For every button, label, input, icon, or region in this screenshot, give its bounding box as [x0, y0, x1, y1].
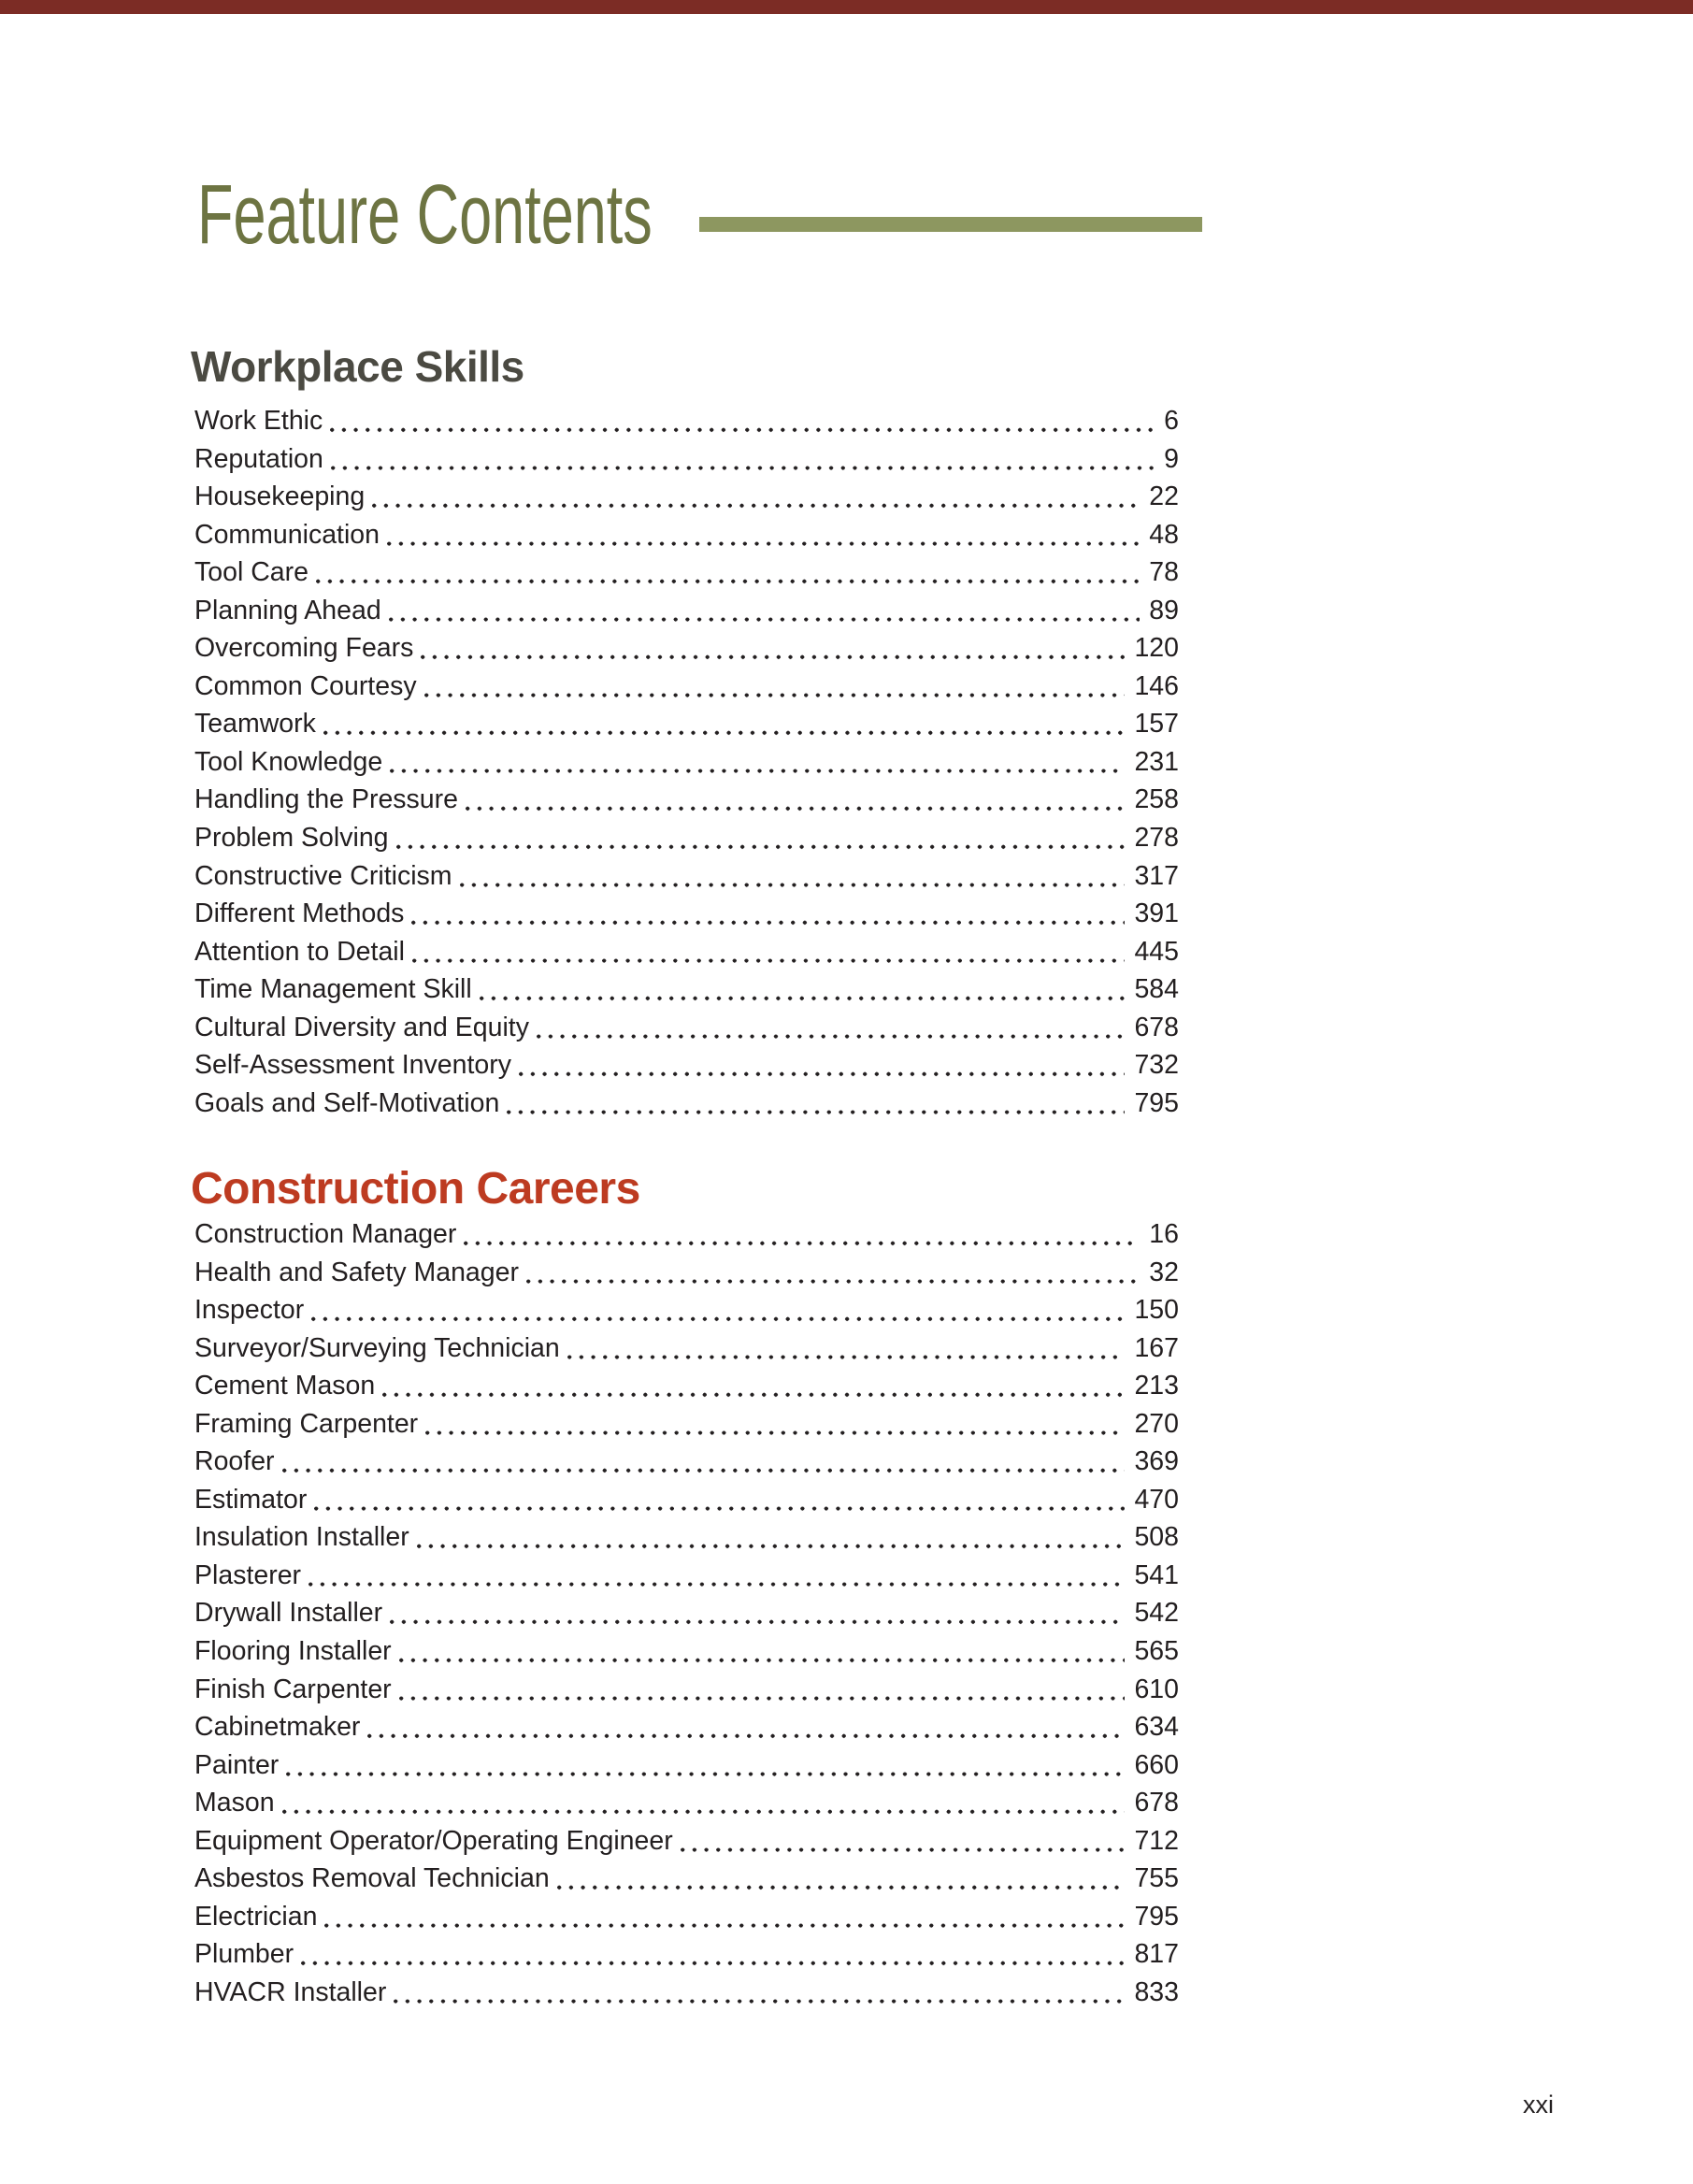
toc-entry-leader: [537, 1009, 1125, 1047]
toc-entry-label: Roofer: [194, 1446, 275, 1477]
toc-entry-page: 231: [1134, 746, 1179, 777]
toc-entry-page: 541: [1134, 1559, 1179, 1590]
toc-entry-leader: [314, 1481, 1125, 1519]
toc-entry-label: Time Management Skill: [194, 974, 472, 1005]
toc-entry-label: Overcoming Fears: [194, 633, 414, 664]
toc-entry-label: Cement Mason: [194, 1371, 376, 1401]
toc-entry: [194, 668, 1179, 706]
toc-entry-leader: [411, 895, 1125, 933]
toc-entry-leader: [424, 668, 1126, 706]
toc-entry-leader: [507, 1085, 1125, 1123]
toc-entry-label: Health and Safety Manager: [194, 1257, 519, 1287]
toc-list-workplace-skills: [194, 402, 1179, 1122]
section-heading-workplace-skills: Workplace Skills: [191, 342, 524, 391]
toc-entry-label: Teamwork: [194, 709, 316, 740]
toc-entry-page: 795: [1134, 1901, 1179, 1932]
toc-entry: [194, 1860, 1179, 1898]
toc-entry-leader: [324, 1898, 1125, 1936]
toc-entry-leader: [286, 1746, 1125, 1785]
toc-entry-label: Construction Manager: [194, 1219, 457, 1249]
toc-list-construction-careers: [194, 1215, 1179, 2011]
toc-entry-leader: [308, 1557, 1125, 1595]
toc-entry-page: 120: [1134, 633, 1179, 664]
toc-entry-page: 678: [1134, 1788, 1179, 1818]
toc-entry-page: 817: [1134, 1939, 1179, 1970]
toc-entry-leader: [421, 629, 1125, 668]
toc-entry: [194, 1671, 1179, 1709]
toc-entry: [194, 402, 1179, 440]
toc-entry: [194, 1046, 1179, 1085]
toc-entry-leader: [681, 1822, 1126, 1861]
toc-entry: [194, 1898, 1179, 1936]
toc-entry-page: 317: [1134, 860, 1179, 891]
toc-entry-label: Cabinetmaker: [194, 1712, 361, 1743]
toc-entry-page: 278: [1134, 823, 1179, 854]
toc-entry-page: 610: [1134, 1674, 1179, 1704]
toc-entry-label: Common Courtesy: [194, 670, 417, 701]
toc-entry-page: 542: [1134, 1598, 1179, 1629]
toc-entry-page: 634: [1134, 1712, 1179, 1743]
toc-entry-page: 660: [1134, 1749, 1179, 1780]
toc-entry-label: Planning Ahead: [194, 595, 381, 625]
toc-entry: [194, 781, 1179, 819]
toc-entry: [194, 1405, 1179, 1444]
toc-entry: [194, 857, 1179, 896]
toc-entry-label: Drywall Installer: [194, 1598, 383, 1629]
toc-entry-leader: [282, 1443, 1126, 1481]
toc-entry-page: 16: [1149, 1219, 1179, 1249]
section-heading-construction-careers: Construction Careers: [191, 1164, 640, 1214]
toc-entry-leader: [372, 478, 1140, 516]
toc-entry: [194, 1009, 1179, 1047]
toc-entry-leader: [396, 819, 1126, 857]
toc-entry-page: 732: [1134, 1050, 1179, 1081]
toc-entry-leader: [387, 516, 1140, 554]
toc-entry: [194, 1215, 1179, 1254]
toc-entry-leader: [390, 743, 1125, 782]
toc-entry: [194, 1822, 1179, 1861]
toc-entry-page: 755: [1134, 1863, 1179, 1894]
toc-entry-label: Tool Knowledge: [194, 746, 383, 777]
toc-entry-page: 146: [1134, 670, 1179, 701]
toc-entry: [194, 1708, 1179, 1746]
toc-entry-label: Framing Carpenter: [194, 1408, 419, 1439]
toc-entry-label: Housekeeping: [194, 481, 366, 512]
toc-entry-label: Tool Care: [194, 557, 308, 588]
toc-entry: [194, 1518, 1179, 1557]
toc-entry-label: Surveyor/Surveying Technician: [194, 1332, 560, 1363]
toc-entry: [194, 1746, 1179, 1785]
toc-entry-page: 445: [1134, 936, 1179, 967]
toc-entry-leader: [466, 781, 1125, 819]
toc-entry-page: 369: [1134, 1446, 1179, 1477]
toc-entry-page: 48: [1149, 519, 1179, 550]
toc-entry: [194, 1443, 1179, 1481]
toc-entry-page: 9: [1164, 443, 1179, 474]
toc-entry-leader: [399, 1632, 1126, 1671]
toc-entry: [194, 1481, 1179, 1519]
toc-entry-page: 391: [1134, 898, 1179, 929]
toc-entry-leader: [331, 440, 1155, 479]
toc-entry-page: 795: [1134, 1087, 1179, 1118]
toc-entry-page: 167: [1134, 1332, 1179, 1363]
toc-entry-page: 833: [1134, 1976, 1179, 2007]
toc-entry-label: Finish Carpenter: [194, 1674, 392, 1704]
toc-entry-page: 32: [1149, 1257, 1179, 1287]
toc-entry-label: Work Ethic: [194, 406, 323, 436]
toc-entry: [194, 1085, 1179, 1123]
toc-entry-page: 584: [1134, 974, 1179, 1005]
toc-entry-leader: [460, 857, 1126, 896]
page-number: xxi: [1523, 2091, 1554, 2119]
toc-entry-label: Self-Assessment Inventory: [194, 1050, 511, 1081]
toc-entry-page: 213: [1134, 1371, 1179, 1401]
toc-entry-leader: [464, 1215, 1140, 1254]
toc-entry-leader: [480, 970, 1126, 1009]
toc-entry-label: Estimator: [194, 1484, 308, 1515]
toc-entry-label: Communication: [194, 519, 380, 550]
toc-entry-leader: [394, 1974, 1125, 2012]
toc-entry-label: Different Methods: [194, 898, 405, 929]
toc-entry-page: 565: [1134, 1636, 1179, 1667]
toc-entry-leader: [323, 705, 1126, 743]
toc-entry: [194, 1632, 1179, 1671]
toc-entry-label: Flooring Installer: [194, 1636, 392, 1667]
toc-entry-leader: [316, 553, 1140, 592]
toc-entry-label: Goals and Self-Motivation: [194, 1087, 500, 1118]
toc-entry: [194, 743, 1179, 782]
toc-entry-page: 157: [1134, 709, 1179, 740]
toc-entry-leader: [519, 1046, 1125, 1085]
toc-entry-leader: [330, 402, 1155, 440]
toc-entry-page: 712: [1134, 1825, 1179, 1856]
title-rule: [699, 217, 1202, 232]
toc-entry-leader: [311, 1291, 1125, 1329]
toc-entry-label: Plasterer: [194, 1559, 302, 1590]
toc-entry-page: 6: [1164, 406, 1179, 436]
toc-entry: [194, 1367, 1179, 1405]
toc-entry: [194, 1557, 1179, 1595]
toc-entry-label: Handling the Pressure: [194, 784, 458, 815]
toc-entry-page: 89: [1149, 595, 1179, 625]
toc-entry-leader: [389, 592, 1141, 630]
toc-entry-label: Inspector: [194, 1295, 305, 1326]
toc-entry: [194, 1974, 1179, 2012]
page-title: Feature Contents: [197, 168, 653, 262]
toc-entry: [194, 819, 1179, 857]
toc-entry: [194, 1329, 1179, 1368]
toc-entry-label: Constructive Criticism: [194, 860, 452, 891]
toc-entry-label: Insulation Installer: [194, 1522, 409, 1553]
toc-entry-page: 678: [1134, 1012, 1179, 1042]
toc-entry: [194, 1291, 1179, 1329]
toc-entry-label: HVACR Installer: [194, 1976, 387, 2007]
toc-entry: [194, 933, 1179, 971]
toc-entry-leader: [301, 1935, 1125, 1974]
toc-entry-page: 470: [1134, 1484, 1179, 1515]
toc-entry: [194, 895, 1179, 933]
toc-entry: [194, 1254, 1179, 1292]
toc-entry-leader: [567, 1329, 1126, 1368]
toc-entry-label: Equipment Operator/Operating Engineer: [194, 1825, 673, 1856]
page-top-band: [0, 0, 1693, 14]
toc-entry: [194, 440, 1179, 479]
toc-entry: [194, 629, 1179, 668]
toc-entry-leader: [399, 1671, 1126, 1709]
toc-entry-page: 150: [1134, 1295, 1179, 1326]
toc-entry-leader: [557, 1860, 1126, 1898]
toc-entry-page: 78: [1149, 557, 1179, 588]
toc-entry-leader: [382, 1367, 1125, 1405]
toc-entry-leader: [425, 1405, 1125, 1444]
toc-entry-leader: [412, 933, 1125, 971]
toc-entry: [194, 1784, 1179, 1822]
toc-entry: [194, 516, 1179, 554]
toc-entry-leader: [390, 1594, 1125, 1632]
toc-entry: [194, 592, 1179, 630]
toc-entry-label: Asbestos Removal Technician: [194, 1863, 550, 1894]
toc-entry-page: 258: [1134, 784, 1179, 815]
toc-entry-label: Mason: [194, 1788, 275, 1818]
toc-entry-page: 22: [1149, 481, 1179, 512]
toc-entry-label: Attention to Detail: [194, 936, 405, 967]
toc-entry: [194, 478, 1179, 516]
toc-entry: [194, 1594, 1179, 1632]
toc-entry-leader: [526, 1254, 1140, 1292]
toc-entry-label: Problem Solving: [194, 823, 389, 854]
toc-entry-label: Electrician: [194, 1901, 318, 1932]
toc-entry-label: Plumber: [194, 1939, 294, 1970]
toc-entry: [194, 553, 1179, 592]
toc-entry: [194, 1935, 1179, 1974]
toc-entry-label: Painter: [194, 1749, 280, 1780]
toc-entry-leader: [417, 1518, 1126, 1557]
toc-entry-label: Cultural Diversity and Equity: [194, 1012, 529, 1042]
toc-entry-page: 508: [1134, 1522, 1179, 1553]
toc-entry: [194, 705, 1179, 743]
toc-entry-leader: [282, 1784, 1126, 1822]
toc-entry-label: Reputation: [194, 443, 323, 474]
toc-entry-leader: [367, 1708, 1125, 1746]
toc-entry-page: 270: [1134, 1408, 1179, 1439]
toc-entry: [194, 970, 1179, 1009]
